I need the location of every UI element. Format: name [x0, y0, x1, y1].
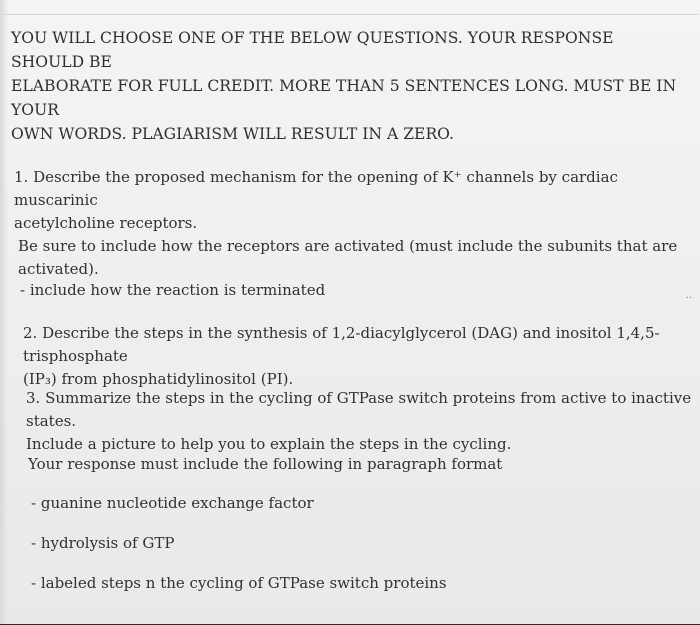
question-3-requirement: Your response must include the following in paragraph format	[28, 455, 503, 473]
header-line-2: ELABORATE FOR FULL CREDIT. MORE THAN 5 SENTENCES LONG. MUST BE IN YOUR	[11, 77, 677, 119]
instructions-header	[11, 26, 691, 146]
stray-mark: ..	[685, 290, 692, 301]
requirement-item-2: - hydrolysis of GTP	[31, 534, 175, 552]
question-3-line-2: Include a picture to help you to explain the steps in the cycling.	[26, 435, 512, 453]
question-2	[23, 322, 695, 391]
question-2-line-2: (IP₃) from phosphatidylinositol (PI).	[23, 370, 294, 388]
question-1-note: Be sure to include how the receptors are activated (must include the subunits that are activated).	[18, 237, 678, 278]
header-line-3: OWN WORDS. PLAGIARISM WILL RESULT IN A ZERO.	[11, 125, 455, 143]
header-line-1: YOU WILL CHOOSE ONE OF THE BELOW QUESTIONS. YOUR RESPONSE SHOULD BE	[11, 29, 614, 71]
question-3-line-1: 3. Summarize the steps in the cycling of GTPase switch proteins from active to inactive states.	[26, 389, 692, 430]
question-1-bullet: - include how the reaction is terminated	[20, 281, 326, 299]
question-1	[14, 166, 694, 235]
question-3	[26, 387, 696, 456]
question-1-line-2: acetylcholine receptors.	[14, 214, 198, 232]
question-2-line-1: 2. Describe the steps in the synthesis of 1,2-diacylglycerol (DAG) and inositol 1,4,5-trisphosphate	[23, 324, 660, 365]
requirement-item-3: - labeled steps n the cycling of GTPase switch proteins	[31, 574, 447, 592]
question-1-line-1: 1. Describe the proposed mechanism for the opening of K⁺ channels by cardiac muscarinic	[14, 168, 618, 209]
requirement-item-1: - guanine nucleotide exchange factor	[31, 494, 314, 512]
